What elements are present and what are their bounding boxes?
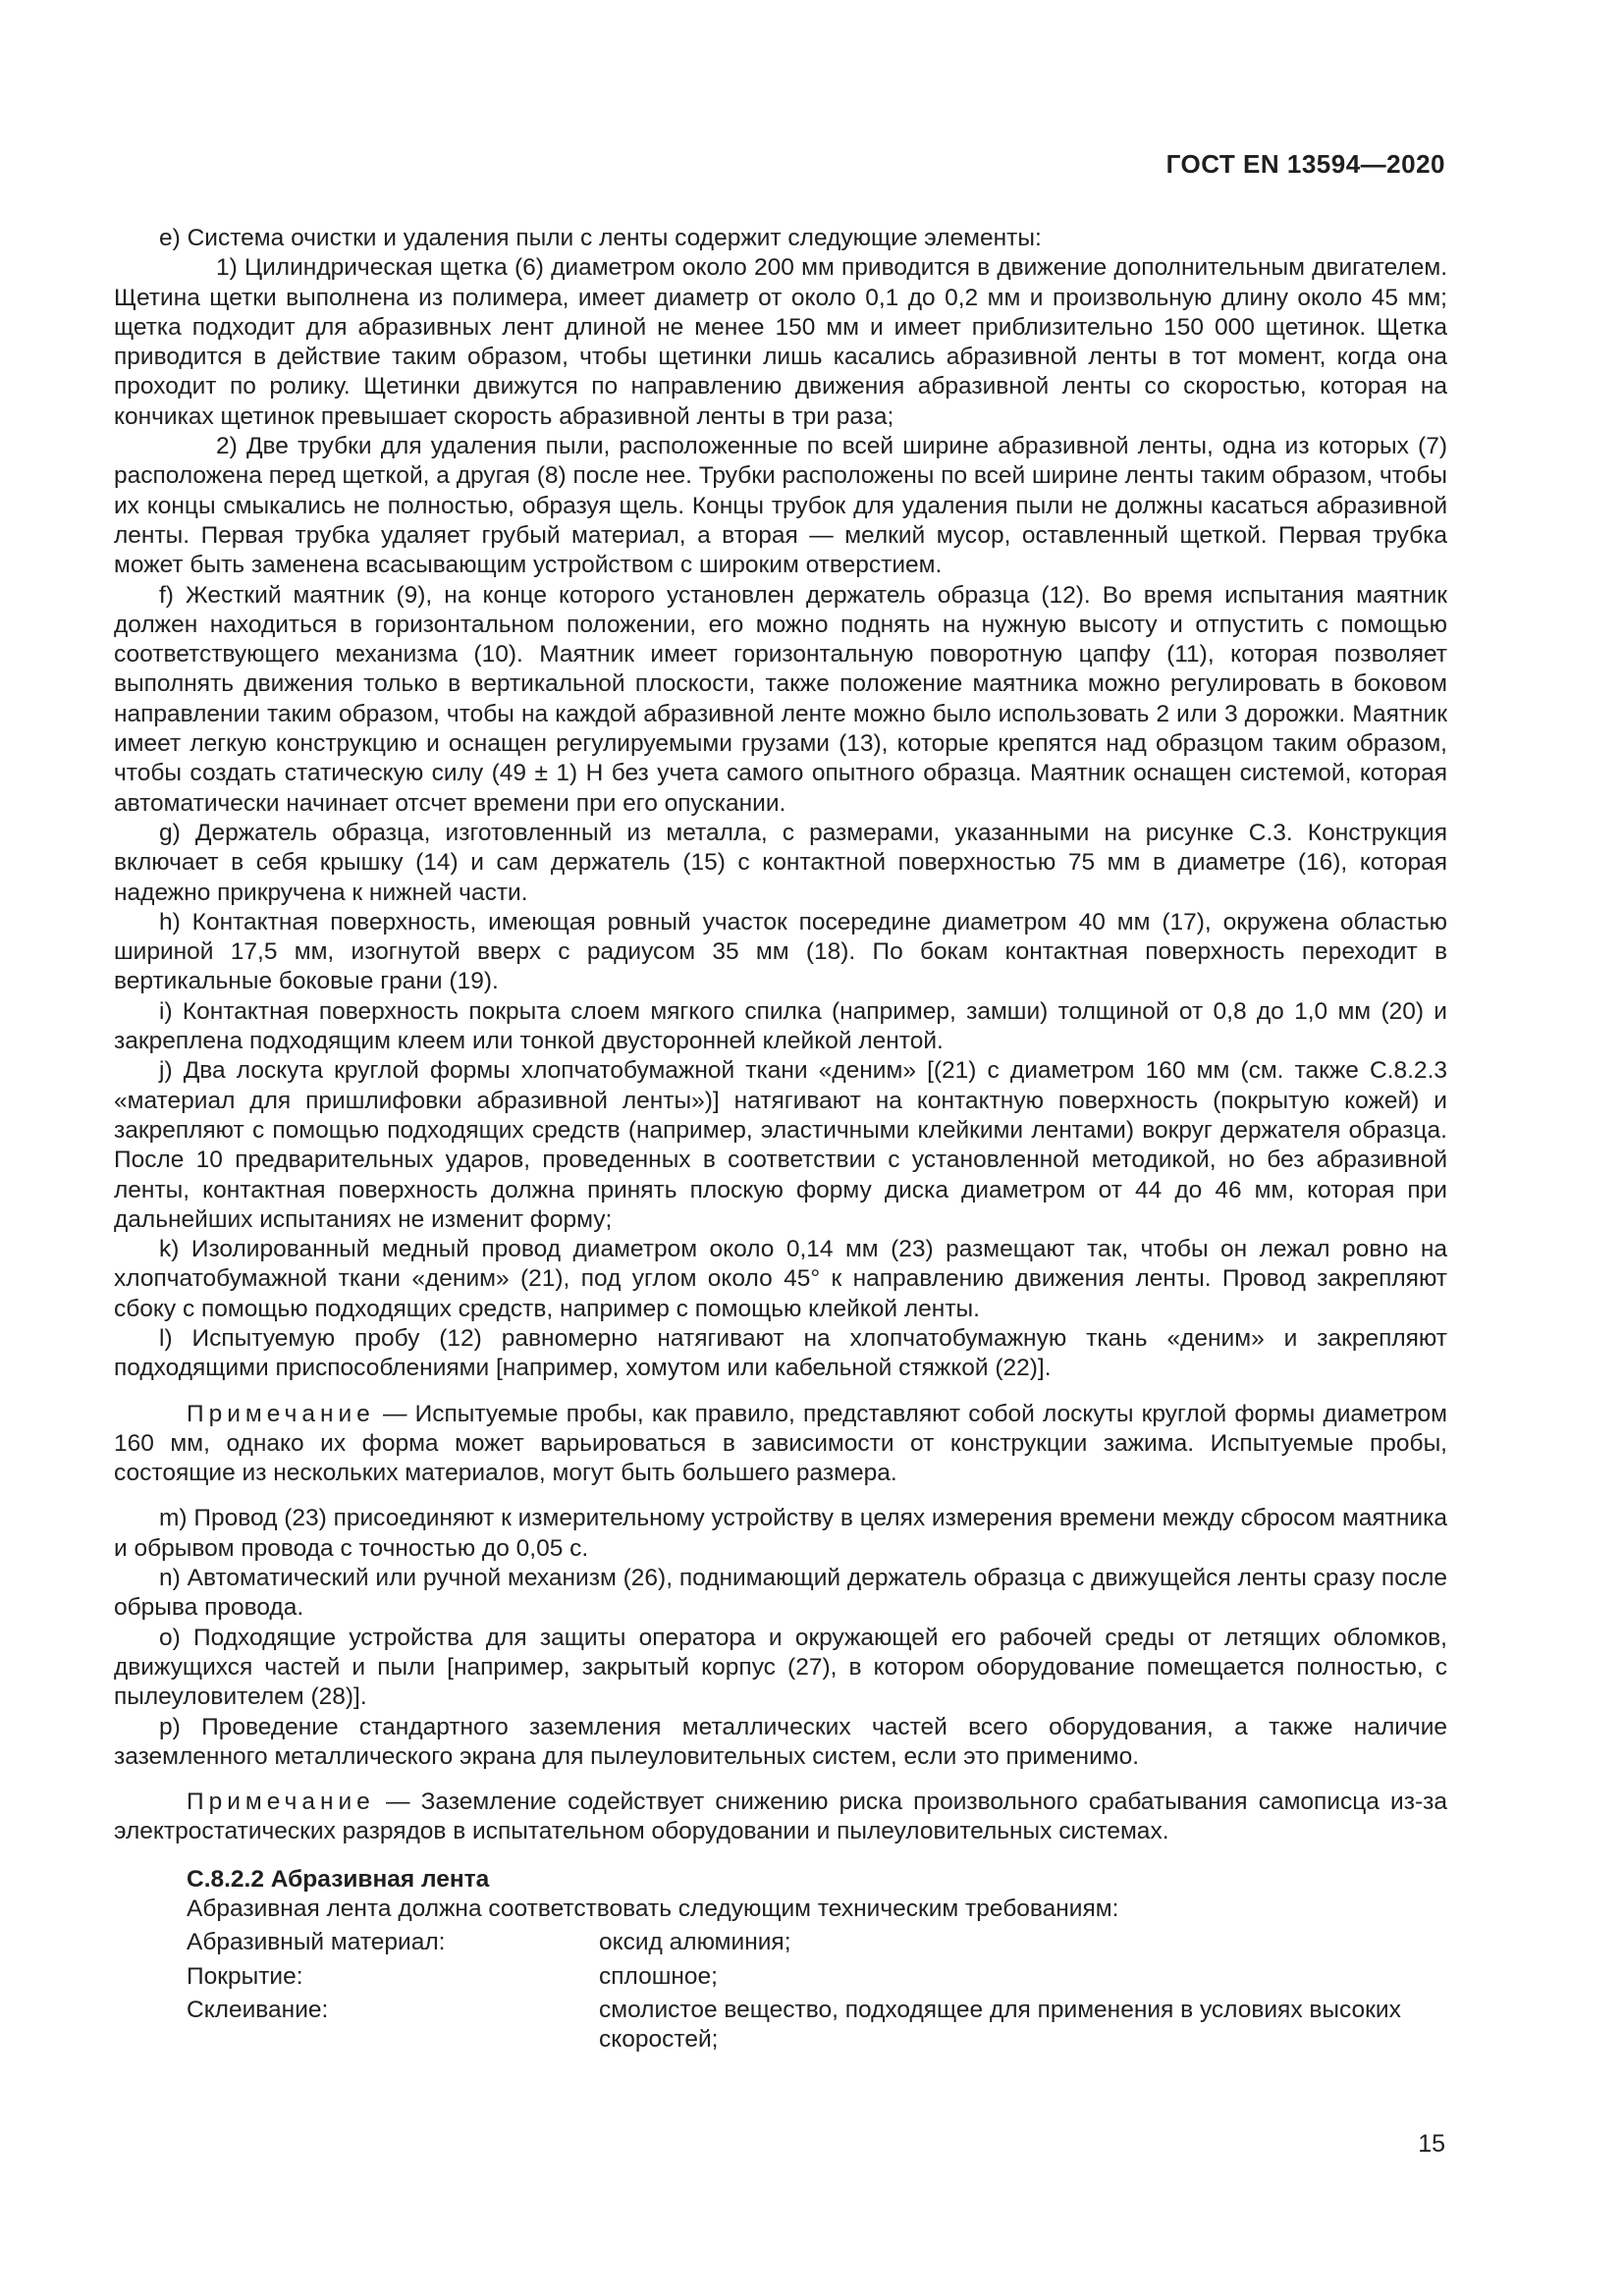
spec-row — [114, 1962, 1447, 1992]
note-label: Примечание — [187, 1789, 375, 1816]
paragraph-k: k) Изолированный медный провод диаметром около 0,14 мм (23) размещают так, чтобы он лежал ровно на хлопчатобумажной ткани «деним» (21), под углом около 45° к направлению движения ленты. Провод закрепляют сбоку с помощью подходящих средств, например с помощью клейкой ленты. — [114, 1236, 1447, 1322]
section-heading: С.8.2.2 Абразивная лента — [187, 1865, 490, 1893]
paragraph-i: i) Контактная поверхность покрыта слоем мягкого спилка (например, замши) толщиной от 0,8 до 1,0 мм (20) и закреплена подходящим клеем или тонкой двусторонней клейкой лентой. — [114, 997, 1447, 1055]
note-2 — [114, 1788, 1447, 1847]
paragraph-m: m) Провод (23) присоединяют к измерительному устройству в целях измерения времени между сбросом маятника и обрывом провода с точностью до 0,05 с. — [114, 1505, 1447, 1562]
spec-value: смолистое вещество, подходящее для применения в условиях высоких скоростей; — [599, 1996, 1401, 2054]
paragraph-o: о) Подходящие устройства для защиты оператора и окружающей его рабочей среды от летящих обломков, движущихся частей и пыли [например, закрытый корпус (27), в котором оборудование помещается полностью, с пылеуловителем (28)]. — [114, 1624, 1447, 1711]
document-header: ГОСТ EN 13594—2020 — [1165, 149, 1445, 179]
paragraph-e1: 1) Цилиндрическая щетка (6) диаметром около 200 мм приводится в движение дополнительным двигателем. Щетина щетки выполнена из полимера, имеет диаметр от около 0,1 до 0,2 мм и произвольную длину около 45 мм; щетка подходит для абразивных лент длиной не менее 150 мм и имеет приблизительно 150 000 щетинок. Щетка приводится в действие таким образом, чтобы щетинки лишь касались абразивной ленты в тот момент, когда она проходит по ролику. Щетинки движутся по направлению движения абразивной ленты со скоростью, которая на кончиках щетинок превышает скорость абразивной ленты в три раза; — [114, 254, 1447, 430]
note-text: — Испытуемые пробы, как правило, представляют собой лоскуты круглой формы диаметром 160 мм, однако их форма может варьироваться в зависимости от конструкции зажима. Испытуемые пробы, состоящие из нескольких материалов, могут быть большего размера. — [114, 1400, 1447, 1487]
paragraph-f: f) Жесткий маятник (9), на конце которого установлен держатель образца (12). Во время испытания маятник должен находиться в горизонтальном положении, его можно поднять на нужную высоту и отпустить с помощью соответствующего механизма (10). Маятник имеет горизонтальную поворотную цапфу (11), которая позволяет выполнять движения только в вертикальной плоскости, также положение маятника можно регулировать в боковом направлении таким образом, чтобы на каждой абразивной ленте можно было использовать 2 или 3 дорожки. Маятник имеет легкую конструкцию и оснащен регулируемыми грузами (13), которые крепятся над образцом таким образом, чтобы создать статическую силу (49 ± 1) Н без учета самого опытного образца. Маятник оснащен системой, которая автоматически начинает отсчет времени при его опускании. — [114, 581, 1447, 817]
note-label: Примечание — [187, 1400, 375, 1427]
spec-key: Абразивный материал: — [187, 1929, 446, 1956]
paragraph-e: е) Система очистки и удаления пыли с ленты содержит следующие элементы: — [159, 225, 1042, 251]
page-number: 15 — [1418, 2130, 1445, 2158]
paragraph-l: l) Испытуемую пробу (12) равномерно натягивают на хлопчатобумажную ткань «деним» и закрепляют подходящими приспособлениями [например, хомутом или кабельной стяжкой (22)]. — [114, 1324, 1447, 1382]
spec-value: сплошное; — [599, 1962, 718, 1990]
paragraph-j: j) Два лоскута круглой формы хлопчатобумажной ткани «деним» [(21) с диаметром 160 мм (см. также С.8.2.3 «материал для пришлифовки абразивной ленты»)] натягивают на контактную поверхность (покрытую кожей) и закрепляют с помощью подходящих средств (например, эластичными клейкими лентами) вокруг держателя образца. После 10 предварительных ударов, проведенных в соответствии с установленной методикой, но без абразивной ленты, контактная поверхность должна принять плоскую форму диска диаметром от 44 до 46 мм, которая при дальнейших испытаниях не изменит форму; — [114, 1057, 1447, 1233]
note-text: — Заземление содействует снижению риска произвольного срабатывания самописца из-за электростатических разрядов в испытательном оборудовании и пылеуловительных системах. — [114, 1789, 1447, 1845]
paragraph-e2: 2) Две трубки для удаления пыли, расположенные по всей ширине абразивной ленты, одна из которых (7) расположена перед щеткой, а другая (8) после нее. Трубки расположены по всей ширине ленты таким образом, чтобы их концы смыкались не полностью, образуя щель. Концы трубок для удаления пыли не должны касаться абразивной ленты. Первая трубка удаляет грубый материал, а вторая — мелкий мусор, оставленный щеткой. Первая трубка может быть заменена всасывающим устройством с широким отверстием. — [114, 433, 1447, 579]
spec-value: оксид алюминия; — [599, 1929, 791, 1956]
document-body — [114, 224, 1447, 2056]
note-1 — [114, 1400, 1447, 1489]
paragraph-p: р) Проведение стандартного заземления металлических частей всего оборудования, а также наличие заземленного металлического экрана для пылеуловительных систем, если это применимо. — [114, 1713, 1447, 1770]
paragraph-n: n) Автоматический или ручной механизм (26), поднимающий держатель образца с движущейся ленты сразу после обрыва провода. — [114, 1565, 1447, 1622]
spec-row — [114, 1996, 1447, 2056]
paragraph-h: h) Контактная поверхность, имеющая ровный участок посередине диаметром 40 мм (17), окружена областью шириной 17,5 мм, изогнутой вверх с радиусом 35 мм (18). По бокам контактная поверхность переходит в вертикальные боковые грани (19). — [114, 908, 1447, 995]
spec-row — [114, 1928, 1447, 1957]
spec-key: Покрытие: — [187, 1962, 303, 1990]
section-intro: Абразивная лента должна соответствовать следующим техническим требованиям: — [187, 1896, 1119, 1923]
paragraph-g: g) Держатель образца, изготовленный из металла, с размерами, указанными на рисунке С.3. Конструкция включает в себя крышку (14) и сам держатель (15) с контактной поверхностью 75 мм в диаметре (16), которая надежно прикручена к нижней части. — [114, 819, 1447, 906]
spec-key: Склеивание: — [187, 1996, 329, 2023]
